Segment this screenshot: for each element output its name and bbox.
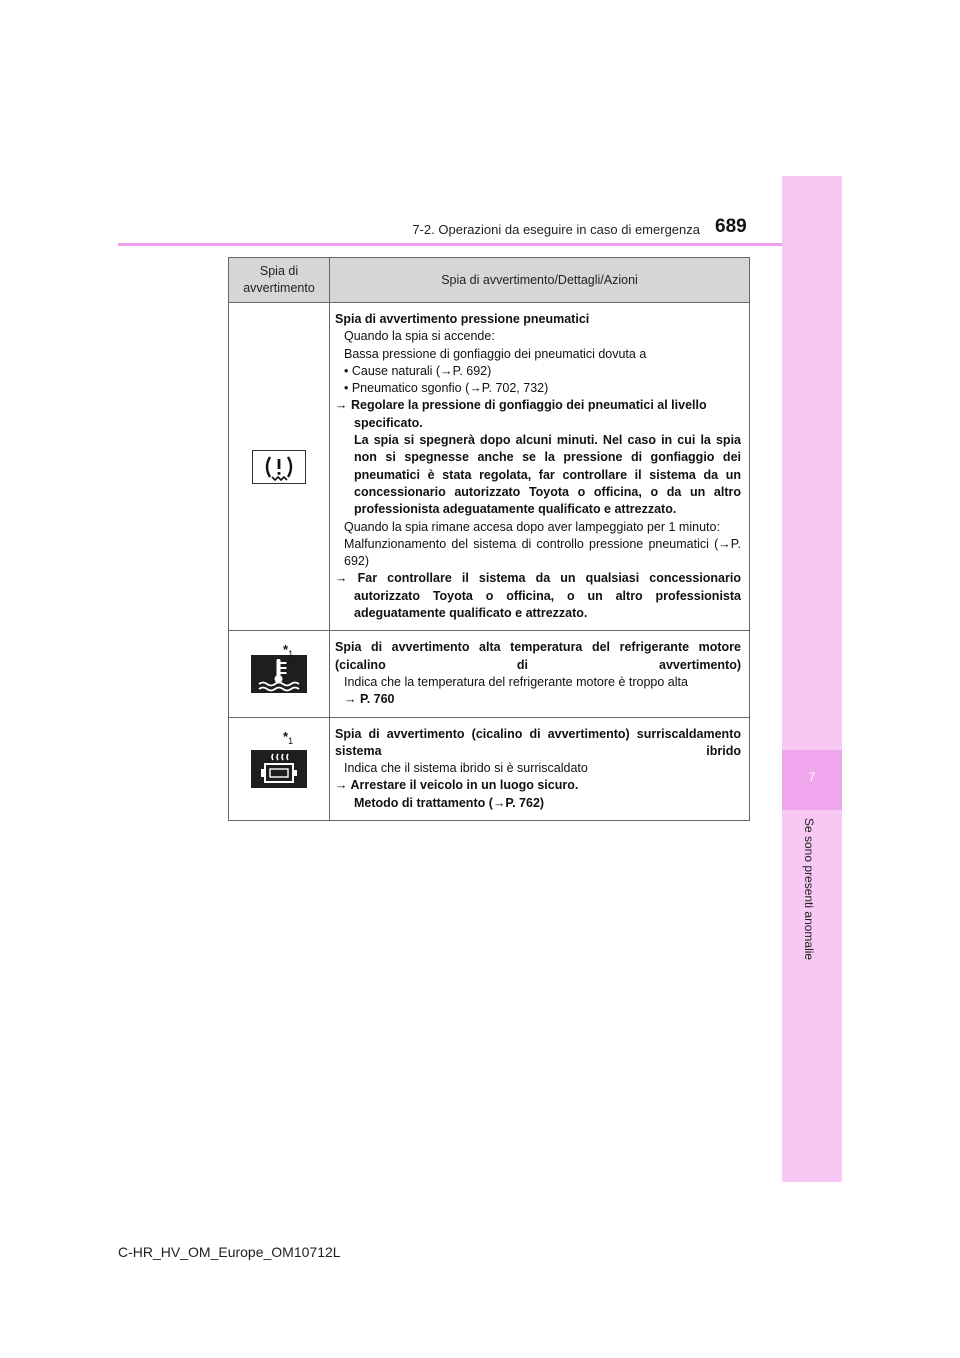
- light-title: Spia di avvertimento alta temperatura del refrigerante motore (cicalino di avvertimento): [335, 640, 741, 672]
- light-title: Spia di avvertimento (cicalino di avvertimento) surriscaldamento sistema ibrido: [335, 726, 741, 758]
- light-title: Spia di avvertimento pressione pneumatici: [335, 312, 590, 326]
- table-header-row: [229, 258, 750, 303]
- table-row: [229, 631, 750, 717]
- warning-lights-table: [228, 257, 750, 821]
- detail-line: Bassa pressione di gonfiaggio dei pneumatici dovuta a: [344, 346, 647, 361]
- detail-line: Malfunzionamento del sistema di controllo pressione pneumatici (→P. 692): [344, 536, 741, 569]
- detail-bullet: • Cause naturali (→P. 692): [344, 363, 492, 378]
- detail-line: Indica che il sistema ibrido si è surriscaldato: [344, 761, 588, 776]
- chapter-number: 7: [808, 770, 816, 784]
- icon-cell: [229, 631, 330, 717]
- header-divider: [118, 243, 782, 246]
- column-header-light: Spia di avvertimento: [229, 258, 330, 303]
- details-cell: [330, 303, 750, 631]
- action-line: → P. 760: [344, 692, 395, 707]
- details-cell: [330, 717, 750, 820]
- coolant-temperature-warning-icon: [251, 655, 307, 693]
- table-row: [229, 717, 750, 820]
- detail-line: Quando la spia rimane accesa dopo aver lampeggiato per 1 minuto:: [344, 519, 720, 534]
- action-line: → Far controllare il sistema da un qualsiasi concessionario autorizzato Toyota o officina, o un altro professionista adeguatamente qualificato e attrezzato.: [335, 571, 741, 621]
- action-detail: La spia si spegnerà dopo alcuni minuti. Nel caso in cui la spia non si spegnesse anche se la pressione di gonfiaggio dei pneumatici è stata regolata, far controllare il sistema da un concessionario autorizzato Toyota o officina, o da un altro professionista adeguatamente qualificato e attrezzato.: [354, 433, 741, 517]
- detail-line: Indica che la temperatura del refrigerante motore è troppo alta: [344, 674, 688, 689]
- column-header-details: Spia di avvertimento/Dettagli/Azioni: [330, 258, 750, 303]
- action-line: → Regolare la pressione di gonfiaggio dei pneumatici al livello specificato.: [335, 398, 707, 430]
- chapter-side-tab: [782, 176, 842, 1182]
- footnote-marker: $*_1$: [283, 728, 294, 746]
- footnote-marker: $*_1$: [283, 642, 294, 660]
- action-line: → Arrestare il veicolo in un luogo sicuro.: [335, 778, 579, 793]
- page-number: 689: [715, 216, 747, 237]
- tire-pressure-warning-icon: [252, 450, 306, 484]
- detail-line: Quando la spia si accende:: [344, 329, 495, 344]
- table-row: [229, 303, 750, 631]
- details-cell: [330, 631, 750, 717]
- icon-cell: [229, 717, 330, 820]
- hybrid-system-overheat-warning-icon: [251, 750, 307, 788]
- detail-bullet: • Pneumatico sgonfio (→P. 702, 732): [344, 381, 549, 396]
- action-detail: Metodo di trattamento (→P. 762): [354, 795, 545, 810]
- document-code: C-HR_HV_OM_Europe_OM10712L: [118, 1244, 341, 1260]
- section-title: 7-2. Operazioni da eseguire in caso di emergenza: [412, 222, 700, 237]
- chapter-title: Se sono presenti anomalie: [802, 818, 816, 961]
- icon-cell: [229, 303, 330, 631]
